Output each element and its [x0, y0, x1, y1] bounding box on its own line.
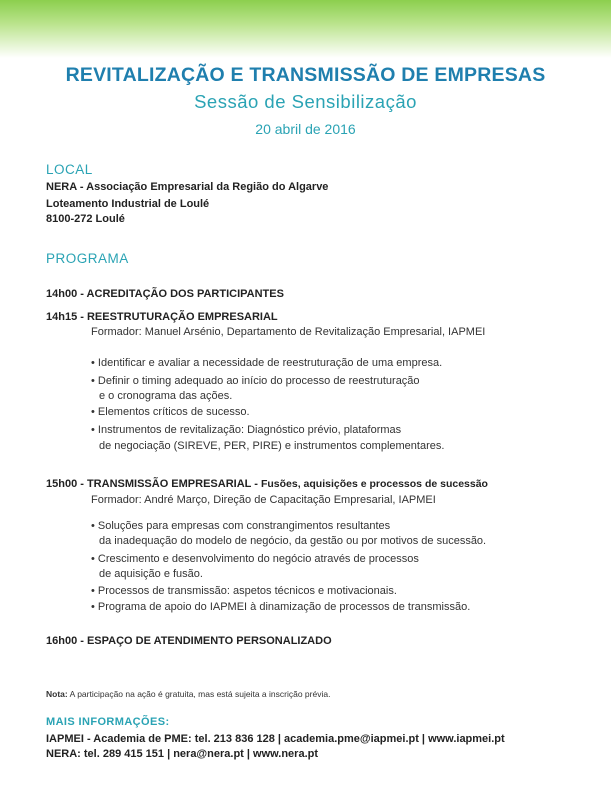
local-line-3: 8100-272 Loulé — [46, 213, 125, 225]
local-line-1: NERA - Associação Empresarial da Região do Algarve — [46, 181, 329, 193]
page-title: REVITALIZAÇÃO E TRANSMISSÃO DE EMPRESAS — [65, 64, 546, 86]
bullet-item: • Instrumentos de revitalização: Diagnóstico prévio, plataformas — [91, 424, 402, 436]
programa-item-2-trainer: Formador: Manuel Arsénio, Departamento de Revitalização Empresarial, IAPMEI — [91, 326, 486, 338]
bullet-item: • Crescimento e desenvolvimento do negócio através de processos — [91, 553, 419, 565]
bullet-item: • Identificar e avaliar a necessidade de reestruturação de uma empresa. — [91, 357, 443, 369]
bullet-item-continuation: da inadequação do modelo de negócio, da gestão ou por motivos de sucessão. — [99, 535, 487, 547]
header-green-band — [0, 0, 611, 58]
local-line-2: Loteamento Industrial de Loulé — [46, 198, 210, 210]
programa-item-2: 14h15 - REESTRUTURAÇÃO EMPRESARIAL — [46, 311, 278, 323]
programa-item-3-trainer: Formador: André Março, Direção de Capacitação Empresarial, IAPMEI — [91, 494, 436, 506]
programa-item-4: 16h00 - ESPAÇO DE ATENDIMENTO PERSONALIZADO — [46, 635, 332, 647]
bullet-item: • Programa de apoio do IAPMEI à dinamização de processos de transmissão. — [91, 601, 471, 613]
programa-heading: PROGRAMA — [46, 251, 129, 266]
note-text: A participação na ação é gratuita, mas está sujeita a inscrição prévia. — [67, 689, 331, 699]
local-heading: LOCAL — [46, 162, 93, 177]
bullet-item-continuation: de aquisição e fusão. — [99, 568, 203, 580]
note-label: Nota: — [46, 689, 68, 699]
programa-item-3 — [46, 478, 488, 490]
bullet-item-continuation: de negociação (SIREVE, PER, PIRE) e instrumentos complementares. — [99, 440, 445, 452]
more-info-heading: MAIS INFORMAÇÕES: — [46, 716, 170, 728]
event-date: 20 abril de 2016 — [255, 121, 356, 137]
page-subtitle: Sessão de Sensibilização — [194, 91, 417, 112]
bullet-item: • Processos de transmissão: aspetos técnicos e motivacionais. — [91, 585, 397, 597]
programa-item-1: 14h00 - ACREDITAÇÃO DOS PARTICIPANTES — [46, 288, 284, 300]
bullet-item: • Elementos críticos de sucesso. — [91, 406, 250, 418]
participation-note — [46, 689, 330, 699]
contact-iapmei: IAPMEI - Academia de PME: tel. 213 836 128 | academia.pme@iapmei.pt | www.iapmei.pt — [46, 733, 505, 745]
contact-nera: NERA: tel. 289 415 151 | nera@nera.pt | www.nera.pt — [46, 748, 319, 760]
programa-item-3-time: 15h00 - TRANSMISSÃO EMPRESARIAL - — [46, 478, 261, 490]
programa-item-3-detail: Fusões, aquisições e processos de sucessão — [260, 478, 488, 490]
bullet-item: • Soluções para empresas com constrangimentos resultantes — [91, 520, 391, 532]
bullet-item-continuation: e o cronograma das ações. — [99, 390, 233, 402]
bullet-item: • Definir o timing adequado ao início do processo de reestruturação — [91, 375, 420, 387]
